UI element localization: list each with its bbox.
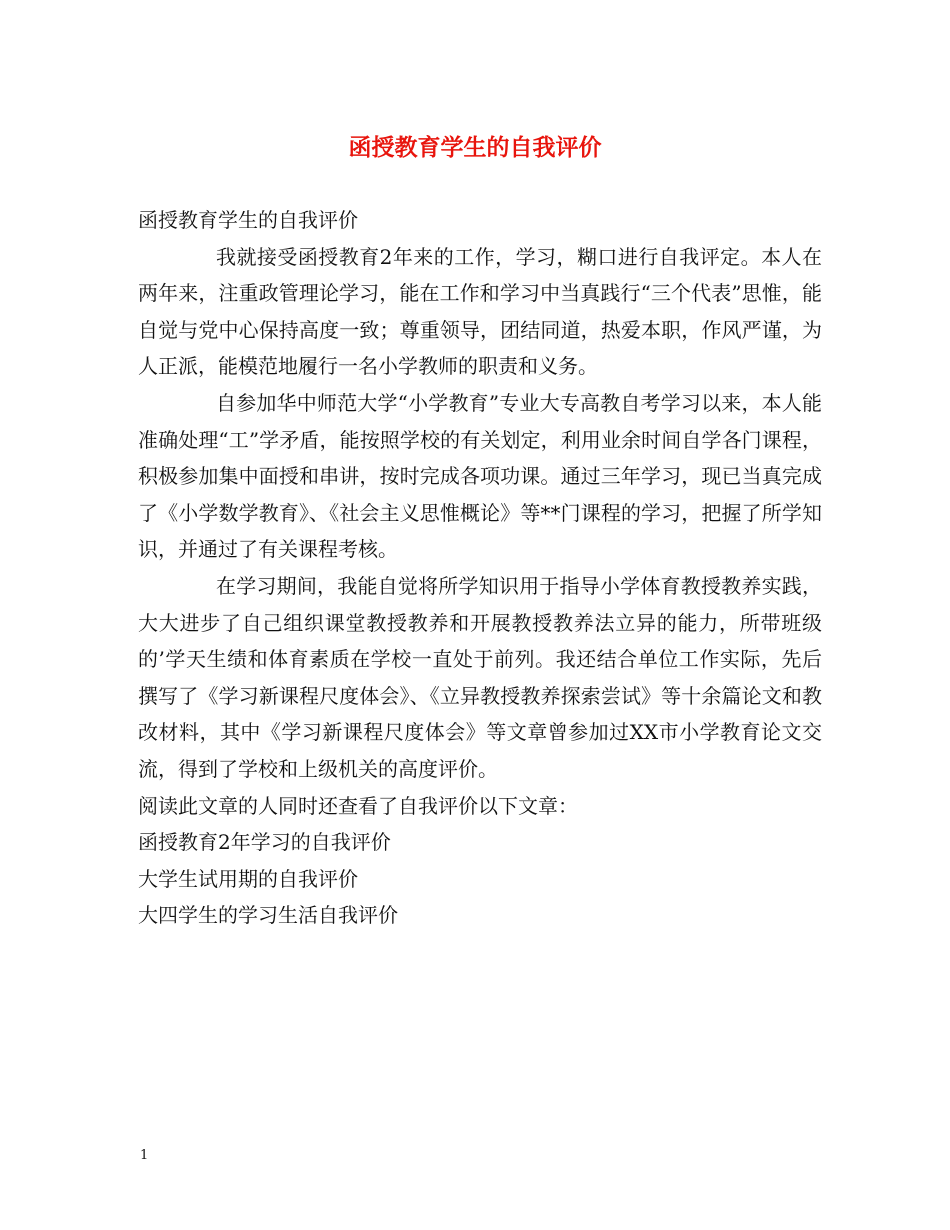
page-number: 1 — [140, 1148, 149, 1163]
document-subtitle: 函授教育学生的自我评价 — [138, 208, 358, 232]
document-body — [138, 202, 822, 934]
paragraph-3: 在学习期间，我能自觉将所学知识用于指导小学体育教授教养实践，大大进步了自己组织课堂教授教养和开展教授教养法立异的能力，所带班级的’学天生绩和体育素质在学校一直处于前列。我还结合单位工作实际，先后撰写了《学习新课程尺度体会》、《立异教授教养探索尝试》等十余篇论文和教改材料，其中《学习新课程尺度体会》等文章曾参加过XX市小学教育论文交流，得到了学校和上级机关的高度评价。 — [138, 573, 822, 781]
related-article-link-2[interactable]: 大学生试用期的自我评价 — [138, 866, 358, 891]
related-articles-heading: 阅读此文章的人同时还查看了自我评价以下文章： — [138, 793, 578, 818]
paragraph-2: 自参加华中师范大学“小学教育”专业大专高教自考学习以来，本人能准确处理“工”学矛盾，能按照学校的有关划定，利用业余时间自学各门课程，积极参加集中面授和串讲，按时完成各项功课。通过三年学习，现已当真完成了《小学数学教育》、《社会主义思惟概论》等**门课程的学习，把握了所学知识，并通过了有关课程考核。 — [138, 390, 822, 562]
related-article-link-3[interactable]: 大四学生的学习生活自我评价 — [138, 903, 398, 928]
document-title: 函授教育学生的自我评价 — [348, 134, 602, 161]
related-article-link-1[interactable]: 函授教育2年学习的自我评价 — [138, 830, 391, 855]
paragraph-1: 我就接受函授教育2年来的工作，学习，糊口进行自我评定。本人在两年来，注重政管理论学习，能在工作和学习中当真践行“三个代表”思惟，能自觉与党中心保持高度一致；尊重领导，团结同道，热爱本职，作风严谨，为人正派，能模范地履行一名小学教师的职责和义务。 — [138, 244, 822, 379]
